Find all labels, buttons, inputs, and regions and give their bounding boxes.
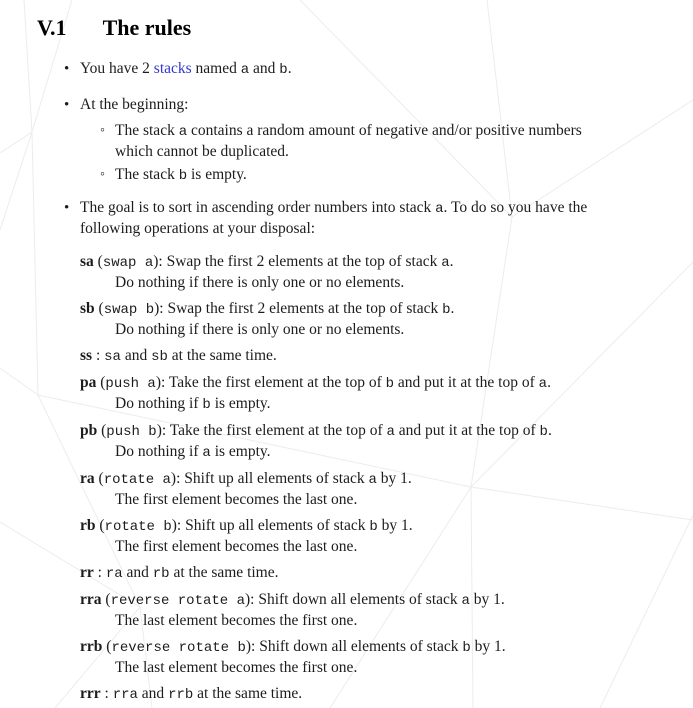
text-run: : — [92, 347, 105, 364]
text-run: ( — [95, 517, 105, 534]
mono-text: ra — [105, 566, 123, 582]
bullet-continuation — [0, 219, 693, 239]
text-run: . To do so you have the — [443, 199, 588, 216]
mono-text: a — [435, 201, 444, 217]
disc-bullet-icon: • — [64, 61, 70, 77]
operation-name: sa — [80, 253, 94, 270]
operation-rr — [0, 563, 693, 584]
mono-text: rrb — [168, 687, 194, 703]
operation-name: rrb — [80, 638, 103, 655]
text-run: ( — [101, 591, 111, 608]
mono-text: sb — [151, 349, 168, 365]
mono-text: rb — [152, 566, 170, 582]
text-run: Do nothing if — [115, 443, 203, 460]
operation-term-line — [0, 421, 693, 442]
text-run: The last element becomes the first one. — [115, 659, 358, 676]
text-run: : — [100, 685, 113, 702]
text-run: by 1. — [376, 470, 412, 487]
text-run: and — [120, 347, 152, 364]
mono-text: b — [178, 168, 188, 184]
mono-text: a — [240, 62, 250, 78]
mono-text: b — [539, 424, 548, 440]
text-run: ): Take the first element at the top of — [156, 422, 387, 439]
bullet-text — [80, 59, 292, 80]
text-run: and put it at the top of — [394, 422, 540, 439]
mono-text: rotate a — [103, 472, 171, 488]
text-run: . — [547, 374, 551, 391]
operation-name: rr — [80, 564, 94, 581]
operation-term-line — [0, 637, 693, 658]
operation-term-line — [0, 373, 693, 394]
operation-pb — [0, 421, 693, 463]
mono-text: b — [202, 397, 211, 413]
operation-description-line — [0, 537, 693, 557]
text-run: by 1. — [469, 591, 505, 608]
mono-text: a — [441, 255, 450, 271]
mono-text: a — [178, 124, 188, 140]
sub-bullet-stack-a — [0, 121, 693, 162]
text-run: and — [137, 685, 169, 702]
text-run: ): Swap the first 2 elements at the top of stack — [154, 300, 443, 317]
text-run: ( — [93, 253, 103, 270]
text-run: and — [122, 564, 153, 581]
operation-rrb — [0, 637, 693, 678]
text-run: . — [450, 300, 455, 317]
text-run: ): Shift up all elements of stack — [170, 470, 369, 487]
operation-term-line — [0, 684, 693, 705]
text-run: At the beginning: — [80, 96, 189, 113]
disc-bullet-icon: • — [64, 200, 70, 216]
text-run: contains a random amount of negative and/or positive numbers — [187, 122, 582, 139]
mono-text: a — [538, 376, 548, 392]
mono-text: reverse rotate b — [111, 640, 246, 656]
mono-text: b — [385, 376, 395, 392]
text-run: at the same time. — [167, 347, 277, 364]
sub-bullet-text — [115, 165, 247, 186]
operation-pa — [0, 373, 693, 415]
text-run: The first element becomes the last one. — [115, 491, 358, 508]
mono-text: b — [369, 519, 378, 535]
text-run: . — [287, 60, 292, 77]
sub-bullet-text — [115, 121, 582, 142]
operation-description-line — [0, 490, 693, 510]
mono-text: a — [461, 593, 470, 609]
text-run: Do nothing if there is only one or no elements. — [115, 321, 405, 338]
text-run: ( — [102, 638, 112, 655]
text-run: ( — [94, 470, 104, 487]
operation-term-line — [0, 469, 693, 490]
text-run: at the same time. — [169, 564, 279, 581]
bullet-item-stacks — [0, 59, 693, 80]
text-run: The goal is to sort in ascending order numbers into stack — [80, 199, 436, 216]
mono-text: swap b — [103, 302, 155, 318]
text-run: The stack — [115, 122, 179, 139]
operation-name: rra — [80, 591, 102, 608]
text-run: The last element becomes the first one. — [115, 612, 358, 629]
text-run: ): Shift up all elements of stack — [171, 517, 370, 534]
operation-term-line — [0, 563, 693, 584]
mono-text: reverse rotate a — [110, 593, 245, 609]
text-run: ( — [97, 422, 107, 439]
text-run: : — [93, 564, 106, 581]
operation-name: ss — [80, 347, 93, 364]
text-run: is empty. — [210, 443, 271, 460]
mono-text: a — [386, 424, 395, 440]
text-run: is empty. — [210, 395, 271, 412]
operation-term-line — [0, 516, 693, 537]
mono-text: b — [442, 302, 451, 318]
sub-bullet-continuation — [0, 142, 693, 162]
mono-text: a — [202, 445, 211, 461]
bullet-text — [80, 198, 587, 219]
bullet-line — [0, 198, 693, 219]
operation-name: rb — [80, 517, 96, 534]
operation-description-line — [0, 658, 693, 678]
operation-name: rrr — [80, 685, 101, 702]
disc-bullet-icon: • — [64, 97, 70, 113]
operation-ss — [0, 346, 693, 367]
text-run: The stack — [115, 166, 179, 183]
text-run: Do nothing if there is only one or no elements. — [115, 274, 405, 291]
operation-sb — [0, 299, 693, 340]
text-run: ): Shift down all elements of stack — [244, 591, 462, 608]
text-run: and put it at the top of — [394, 374, 539, 391]
operation-term-line — [0, 346, 693, 367]
bullet-text — [80, 219, 315, 239]
text-run: ( — [96, 374, 106, 391]
mono-text: push a — [105, 376, 156, 392]
text-run: which cannot be duplicated. — [115, 143, 289, 160]
mono-text: push b — [106, 424, 157, 440]
text-run: is empty. — [187, 166, 247, 183]
section-heading — [0, 14, 693, 42]
operation-name: pa — [80, 374, 97, 391]
mono-text: b — [279, 62, 288, 78]
operation-ra — [0, 469, 693, 510]
text-run: by 1. — [470, 638, 506, 655]
bullet-item-beginning — [0, 95, 693, 115]
mono-text: b — [462, 640, 471, 656]
text-run: at the same time. — [193, 685, 303, 702]
section-number: V.1 — [37, 15, 67, 40]
text-run: You have 2 — [80, 60, 154, 77]
text-run: ): Take the first element at the top of — [155, 374, 386, 391]
sub-bullet-line — [0, 121, 693, 142]
operation-name: ra — [80, 470, 95, 487]
text-run: following operations at your disposal: — [80, 220, 316, 237]
operation-description-line — [0, 611, 693, 631]
mono-text: rra — [112, 687, 138, 703]
mono-text: a — [368, 472, 377, 488]
operation-term-line — [0, 252, 693, 273]
operation-description-line — [0, 320, 693, 340]
text-run: ): Swap the first 2 elements at the top of stack — [153, 253, 442, 270]
operation-name: sb — [80, 300, 95, 317]
stacks-link[interactable]: stacks — [153, 60, 192, 77]
text-run: ( — [94, 300, 104, 317]
operation-rrr — [0, 684, 693, 705]
text-run: Do nothing if — [115, 395, 203, 412]
operation-description-line — [0, 273, 693, 293]
text-run: by 1. — [377, 517, 413, 534]
mono-text: sa — [104, 349, 121, 365]
operation-name: pb — [80, 422, 98, 439]
bullet-spacer — [64, 219, 80, 239]
text-run: The first element becomes the last one. — [115, 538, 358, 555]
circle-bullet-icon: ◦ — [100, 123, 105, 138]
operation-description-line — [0, 442, 693, 463]
section-title: The rules — [102, 15, 192, 40]
mono-text: swap a — [102, 255, 154, 271]
operation-description-line — [0, 394, 693, 415]
operation-term-line — [0, 299, 693, 320]
circle-bullet-icon: ◦ — [100, 167, 105, 182]
mono-text: rotate b — [104, 519, 172, 535]
bullet-text — [80, 95, 189, 115]
bullet-item-goal — [0, 198, 693, 239]
operation-sa — [0, 252, 693, 293]
operation-rb — [0, 516, 693, 557]
operation-term-line — [0, 590, 693, 611]
text-run: . — [547, 422, 552, 439]
text-run: and — [249, 60, 280, 77]
text-run: . — [449, 253, 454, 270]
text-run: ): Shift down all elements of stack — [245, 638, 463, 655]
sub-bullet-stack-b — [0, 165, 693, 186]
text-run: named — [191, 60, 241, 77]
operation-rra — [0, 590, 693, 631]
